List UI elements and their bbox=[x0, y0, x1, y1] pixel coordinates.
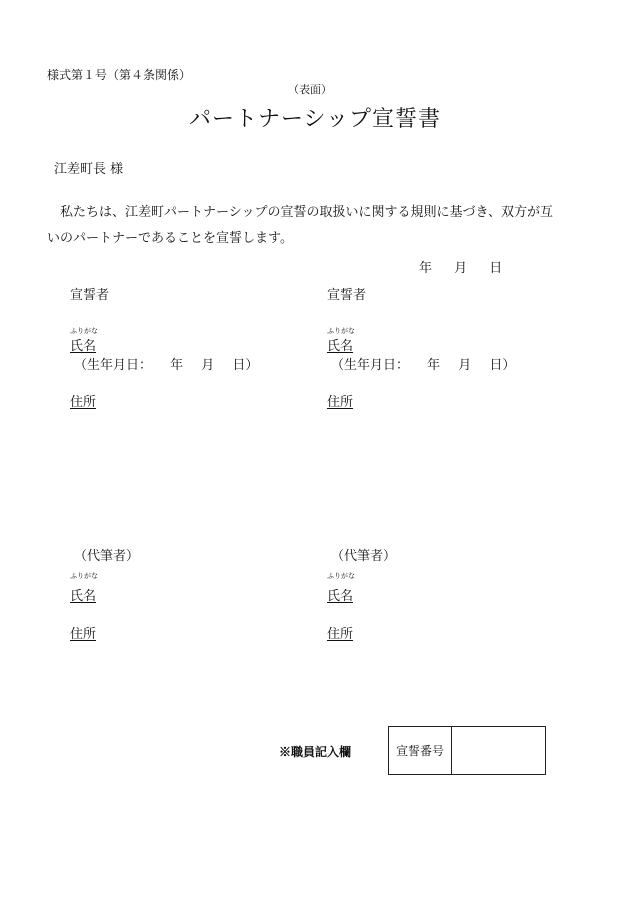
proxy-2-label: （代筆者） bbox=[331, 549, 397, 564]
declarant-2-furigana: ふりがな bbox=[327, 327, 355, 335]
proxy-1-address-field[interactable]: 住所 bbox=[70, 627, 97, 642]
staff-use-label: ※職員記入欄 bbox=[279, 745, 352, 759]
declarant-2-name-field[interactable]: 氏名 bbox=[327, 339, 354, 354]
declaration-number-field[interactable] bbox=[452, 727, 545, 774]
declarant-1-birthdate[interactable]: （生年月日： 年 月 日） bbox=[74, 358, 259, 373]
form-number: 様式第１号（第４条関係） bbox=[47, 68, 192, 82]
declarant-1-address-field[interactable]: 住所 bbox=[70, 395, 97, 410]
staff-use-table bbox=[388, 726, 546, 775]
addressee: 江差町長 様 bbox=[54, 162, 124, 177]
date-line: 年 月 日 bbox=[419, 261, 503, 276]
proxy-2-name-field[interactable]: 氏名 bbox=[327, 589, 354, 604]
proxy-1-furigana: ふりがな bbox=[70, 572, 98, 580]
declarant-2-address-field[interactable]: 住所 bbox=[327, 395, 354, 410]
declarant-1-name-field[interactable]: 氏名 bbox=[70, 339, 97, 354]
proxy-2-address-field[interactable]: 住所 bbox=[327, 627, 354, 642]
declarant-1-label: 宣誓者 bbox=[70, 288, 110, 303]
proxy-1-name-field[interactable]: 氏名 bbox=[70, 589, 97, 604]
declaration-number-label: 宣誓番号 bbox=[389, 727, 452, 774]
proxy-2-furigana: ふりがな bbox=[327, 572, 355, 580]
declarant-2-label: 宣誓者 bbox=[327, 288, 367, 303]
declarant-2-birthdate[interactable]: （生年月日： 年 月 日） bbox=[331, 358, 516, 373]
declaration-text: 私たちは、江差町パートナーシップの宣誓の取扱いに関する規則に基づき、双方が互いのパートナーであることを宣誓します。 bbox=[47, 205, 553, 246]
proxy-1-label: （代筆者） bbox=[74, 549, 140, 564]
side-label: （表面） bbox=[288, 83, 332, 96]
declarant-1-furigana: ふりがな bbox=[70, 327, 98, 335]
page-title: パートナーシップ宣誓書 bbox=[188, 107, 442, 132]
